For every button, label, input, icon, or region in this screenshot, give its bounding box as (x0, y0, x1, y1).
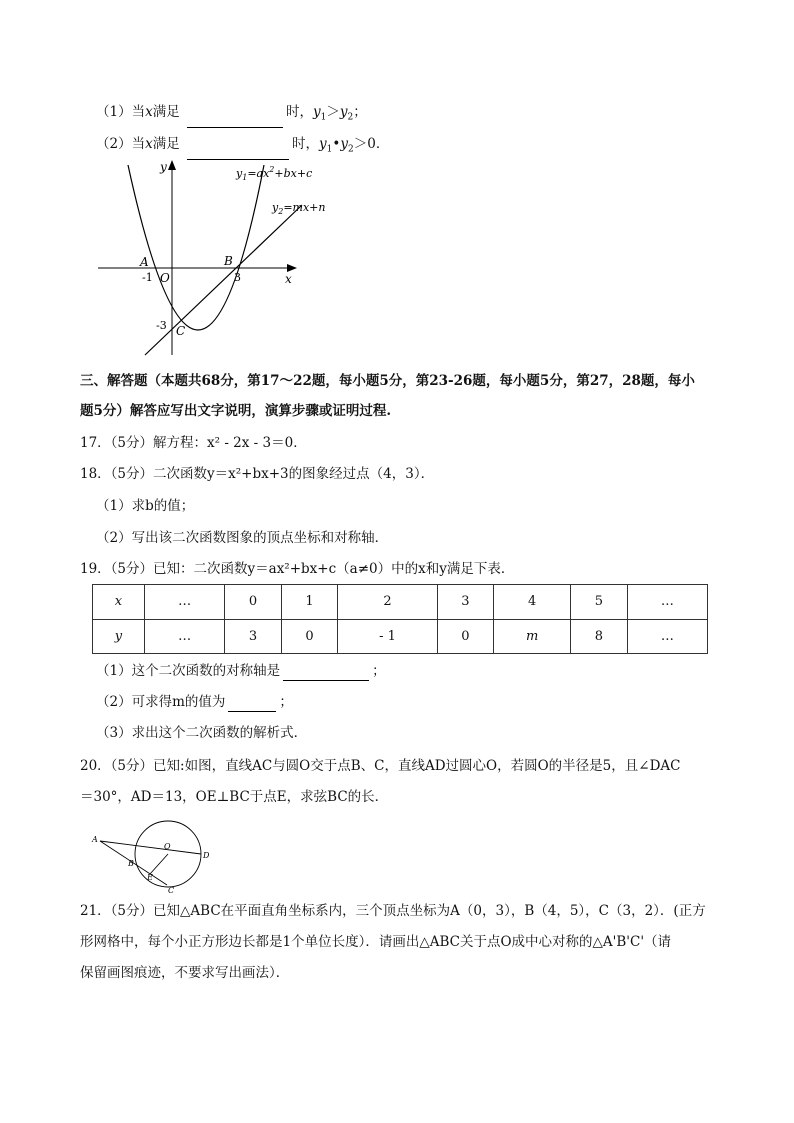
fig-label-b: B (128, 859, 134, 868)
fig-label-o: O (164, 842, 171, 851)
answer-blank-4[interactable] (228, 697, 276, 712)
tick-label-neg3: -3 (156, 319, 167, 332)
origin-label: O (160, 271, 170, 285)
line-label: $y_2=mx+n$ (272, 201, 326, 216)
line-oe (150, 854, 168, 874)
y1: y (313, 104, 321, 120)
q16-part2-prefix: （2）当 (96, 136, 146, 152)
tick-label-neg1: -1 (142, 271, 153, 284)
q18-part2: （2）写出该二次函数图象的顶点坐标和对称轴． (96, 530, 389, 546)
x-axis-arrow-icon (287, 264, 297, 272)
q18-text: 18．（5分）二次函数y＝x²+bx+3的图象经过点（4，3）． (80, 466, 435, 482)
line-ad (100, 841, 201, 854)
table-cell: 4 (494, 585, 571, 620)
axis-label-y: y (160, 160, 167, 174)
fig-label-e: E (147, 873, 153, 882)
q16-part1-prefix: （1）当 (96, 104, 146, 120)
q18-part1: （1）求b的值； (96, 498, 195, 514)
q21-line3: 保留画图痕迹，不要求写出画法）． (80, 965, 290, 981)
q16-part1 (96, 102, 367, 128)
table-cell: … (627, 585, 707, 620)
fig-label-d: D (203, 851, 210, 860)
table-cell: 0 (225, 585, 282, 620)
fig-label-a: A (92, 835, 98, 844)
q21-line2: 形网格中，每个小正方形边长都是1个单位长度）．请画出△ABC关于点O成中心对称的△A'B'C'（请 (80, 934, 672, 950)
section-header-line2: 题5分）解答应写出文字说明，演算步骤或证明过程. (80, 403, 392, 419)
parabola-line-figure (90, 155, 350, 360)
fig-label-c: C (168, 886, 175, 895)
gt-sign: ＞ (326, 104, 340, 120)
table-cell: … (144, 585, 224, 620)
table-cell: … (144, 619, 224, 654)
table-cell: 2 (338, 585, 437, 620)
y2-sub: 2 (347, 112, 354, 123)
semicolon: ； (372, 663, 386, 679)
q21-line1: 21．（5分）已知△ABC在平面直角坐标系内，三个顶点坐标为A（0，3），B（4，5），C（3，2）．(正方 (80, 903, 706, 919)
table-row-y (93, 619, 708, 654)
circle-figure (88, 818, 218, 896)
table-row-x (93, 585, 708, 620)
table-cell: 0 (281, 619, 338, 654)
q19-part2 (96, 692, 293, 712)
semicolon: ； (353, 104, 367, 120)
q19-part1 (96, 661, 386, 681)
semicolon: ； (279, 694, 293, 710)
table-cell: 1 (281, 585, 338, 620)
q17-text: 17．（5分）解方程：x² - 2x - 3＝0． (80, 435, 307, 451)
table-cell: x (93, 585, 145, 620)
time-text: 时， (292, 136, 320, 152)
satisfies-text: 满足 (152, 104, 180, 120)
table-cell: 3 (437, 585, 494, 620)
gt-zero: ＞0． (353, 136, 390, 152)
point-label-a: A (140, 255, 149, 269)
satisfies-text: 满足 (152, 136, 180, 152)
product-dot: • (332, 136, 341, 152)
axis-label-x: x (285, 272, 292, 286)
var-x: x (145, 104, 153, 120)
parabola-curve (128, 165, 264, 330)
table-cell: m (494, 619, 571, 654)
q19-text: 19．（5分）已知：二次函数y＝ax²+bx+c（a≠0）中的x和y满足下表． (80, 561, 515, 577)
q19-part2-text: （2）可求得m的值为 (96, 694, 226, 710)
var-x: x (145, 136, 153, 152)
time-text: 时， (286, 104, 314, 120)
y-axis-arrow-icon (168, 160, 176, 170)
q20-line1: 20．（5分）已知:如图，直线AC与圆O交于点B、C，直线AD过圆心O，若圆O的半径是5，且∠DAC (80, 758, 681, 774)
table-cell: 0 (437, 619, 494, 654)
y1: y (319, 136, 327, 152)
tick-label-3: 3 (234, 271, 241, 284)
answer-blank-3[interactable] (283, 666, 369, 681)
table-cell: y (93, 619, 145, 654)
point-label-b: B (224, 254, 233, 268)
q19-part3: （3）求出这个二次函数的解析式． (96, 725, 308, 741)
y2-sub: 2 (348, 144, 354, 155)
q19-part1-text: （1）这个二次函数的对称轴是 (96, 663, 281, 679)
xy-value-table (92, 584, 708, 654)
table-cell: 8 (571, 619, 628, 654)
section-header-line1: 三、解答题（本题共68分，第17～22题，每小题5分，第23-26题，每小题5分，第27，28题，每小 (80, 373, 695, 389)
point-label-c: C (176, 324, 186, 338)
y2: y (339, 104, 348, 120)
table-cell: … (627, 619, 707, 654)
y2: y (340, 136, 348, 152)
parabola-label: $y_1=ax^2+bx+c$ (236, 165, 313, 182)
table-cell: - 1 (338, 619, 437, 654)
q20-line2: ＝30°，AD＝13，OE⊥BC于点E，求弦BC的长． (80, 789, 389, 805)
answer-blank-1[interactable] (187, 113, 283, 128)
y1-sub: 1 (326, 144, 333, 155)
table-cell: 5 (571, 585, 628, 620)
table-cell: 3 (225, 619, 282, 654)
y1-sub: 1 (320, 112, 327, 123)
